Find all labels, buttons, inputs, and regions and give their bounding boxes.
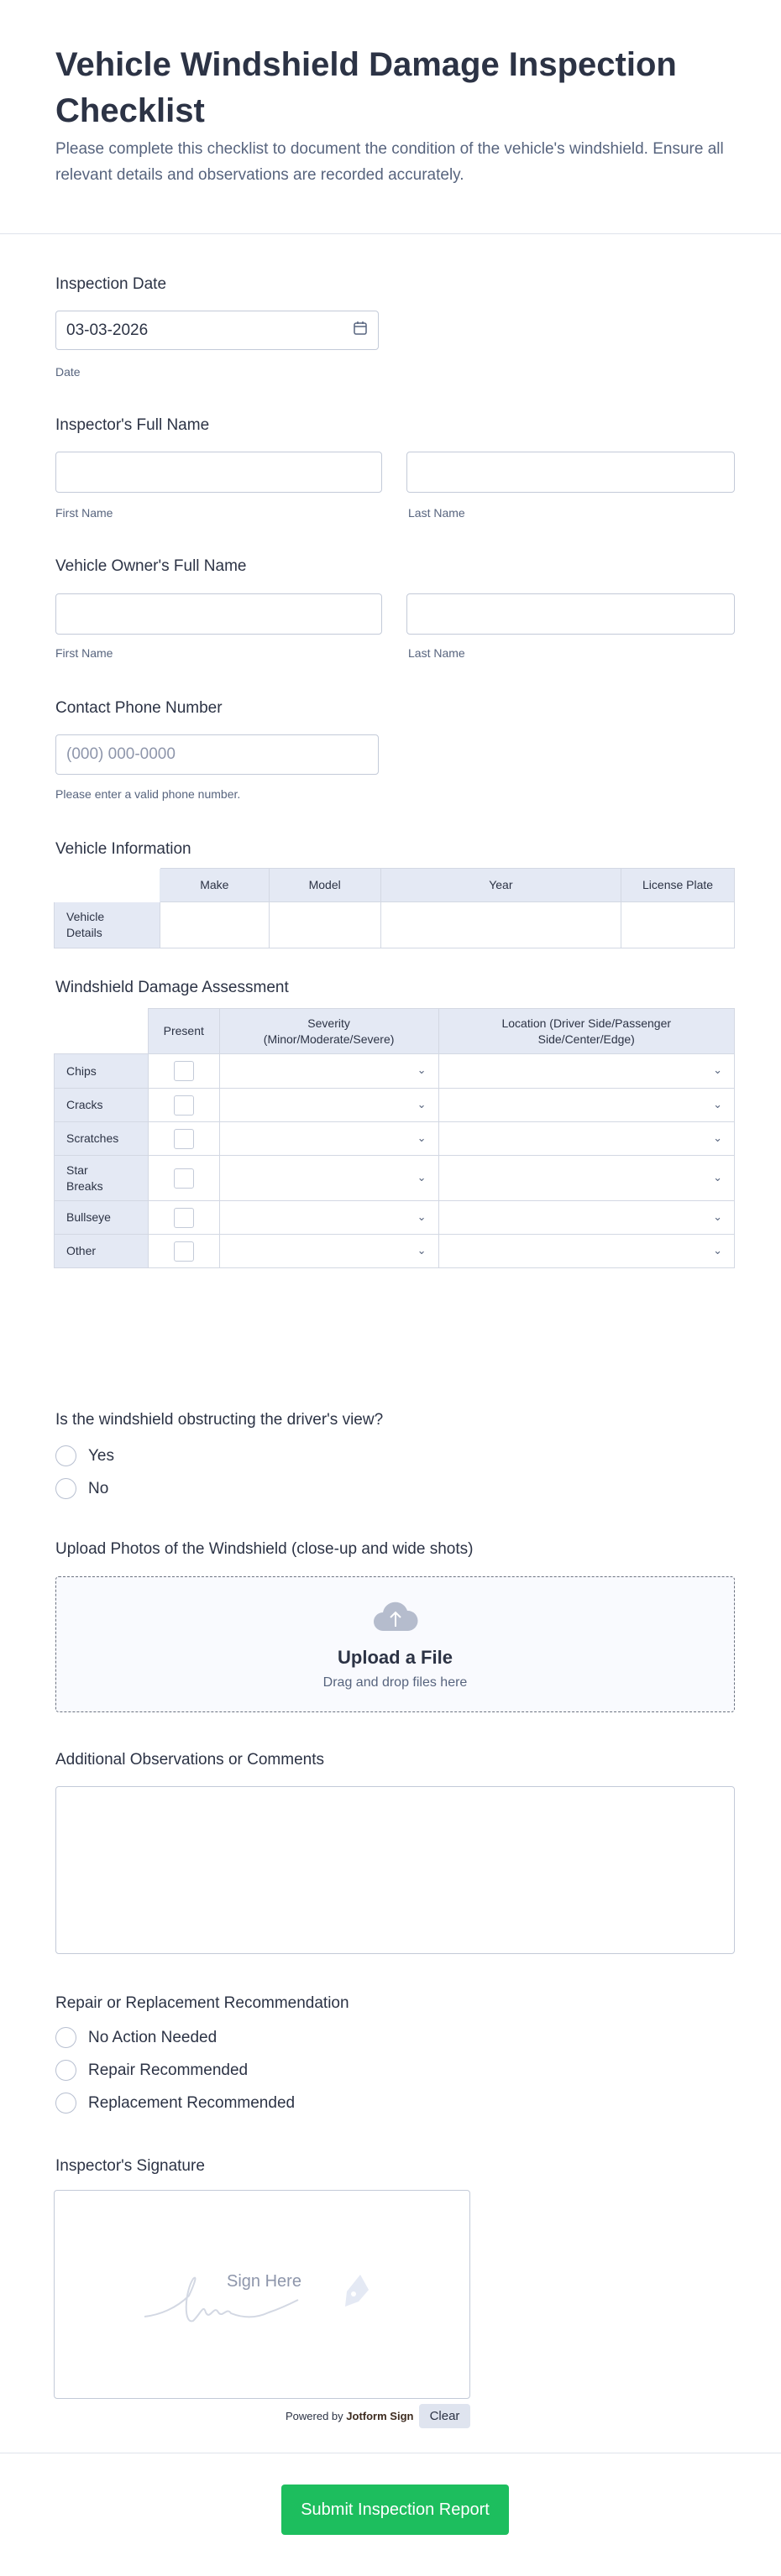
radio-circle[interactable] — [55, 2060, 76, 2081]
damage-row — [55, 1235, 735, 1268]
page-subtitle: Please complete this checklist to document the condition of the vehicle's windshield. Ensure all relevant details and observations are recorded accurately. — [55, 140, 724, 184]
damage-row-text: Cracks — [66, 1098, 103, 1111]
inspector-last-name-sublabel: Last Name — [408, 506, 465, 520]
severity-select[interactable] — [219, 1054, 438, 1089]
radio-yes[interactable] — [55, 1445, 114, 1466]
damage-row-label — [55, 1156, 149, 1201]
chevron-down-icon: ⌄ — [713, 1210, 722, 1223]
severity-select[interactable] — [219, 1122, 438, 1156]
corner-cell — [55, 869, 160, 902]
present-cell — [148, 1201, 219, 1235]
owner-first-name-sublabel: First Name — [55, 646, 113, 660]
radio-label: Replacement Recommended — [88, 2093, 296, 2112]
model-cell[interactable] — [269, 902, 380, 948]
chevron-down-icon: ⌄ — [417, 1097, 427, 1110]
calendar-icon[interactable] — [353, 321, 368, 341]
inspector-last-name-input[interactable] — [406, 452, 735, 493]
damage-row-text: Star Breaks — [66, 1163, 103, 1193]
present-cell — [148, 1054, 219, 1089]
damage-row-label — [55, 1201, 149, 1235]
cloud-upload-icon — [56, 1599, 734, 1637]
present-checkbox[interactable] — [174, 1129, 194, 1149]
chevron-down-icon: ⌄ — [713, 1097, 722, 1110]
damage-row — [55, 1122, 735, 1156]
make-cell[interactable] — [160, 902, 269, 948]
inspection-date-sublabel: Date — [55, 365, 81, 379]
column-header: Model — [269, 869, 380, 902]
severity-select[interactable] — [219, 1201, 438, 1235]
sign-here-text: Sign Here — [227, 2272, 301, 2291]
location-select[interactable] — [438, 1156, 735, 1201]
upload-dropzone[interactable] — [55, 1576, 735, 1712]
chevron-down-icon: ⌄ — [417, 1131, 427, 1144]
phone-helper: Please enter a valid phone number. — [55, 787, 241, 801]
location-select[interactable] — [438, 1054, 735, 1089]
clear-signature-button[interactable]: Clear — [419, 2404, 470, 2428]
owner-name-label: Vehicle Owner's Full Name — [55, 557, 247, 575]
damage-row-text: Scratches — [66, 1131, 119, 1145]
present-checkbox[interactable] — [174, 1168, 194, 1189]
inspector-first-name-sublabel: First Name — [55, 506, 113, 520]
radio-label: No — [88, 1479, 109, 1497]
damage-row-label — [55, 1122, 149, 1156]
column-header: Year — [380, 869, 621, 902]
chevron-down-icon: ⌄ — [713, 1243, 722, 1257]
submit-button[interactable]: Submit Inspection Report — [281, 2485, 509, 2535]
chevron-down-icon: ⌄ — [417, 1243, 427, 1257]
owner-first-name-input[interactable] — [55, 593, 382, 635]
signature-pad[interactable] — [54, 2190, 470, 2399]
damage-row-label — [55, 1089, 149, 1122]
jotform-sign-brand: Jotform Sign — [346, 2410, 414, 2422]
upload-label: Upload Photos of the Windshield (close-up and wide shots) — [55, 1540, 474, 1558]
location-select[interactable] — [438, 1235, 735, 1268]
inspection-date-label: Inspection Date — [55, 275, 167, 293]
comments-label: Additional Observations or Comments — [55, 1751, 324, 1769]
column-header-present: Present — [148, 1009, 219, 1054]
present-cell — [148, 1235, 219, 1268]
radio-circle[interactable] — [55, 1445, 76, 1466]
radio-label: Yes — [88, 1446, 114, 1465]
damage-row-label — [55, 1235, 149, 1268]
obstructing-label: Is the windshield obstructing the driver's view? — [55, 1411, 384, 1429]
powered-by — [286, 2410, 413, 2422]
comments-textarea[interactable] — [55, 1786, 735, 1954]
present-checkbox[interactable] — [174, 1208, 194, 1228]
radio-repair[interactable] — [55, 2060, 248, 2081]
vehicle-info-label: Vehicle Information — [55, 840, 191, 858]
inspector-first-name-input[interactable] — [55, 452, 382, 493]
radio-circle[interactable] — [55, 2027, 76, 2048]
damage-row — [55, 1156, 735, 1201]
chevron-down-icon: ⌄ — [417, 1210, 427, 1223]
present-cell — [148, 1122, 219, 1156]
vehicle-info-table — [54, 868, 735, 948]
phone-placeholder: (000) 000-0000 — [66, 745, 176, 763]
chevron-down-icon: ⌄ — [417, 1063, 427, 1077]
row-header — [55, 902, 160, 948]
page-title: Vehicle Windshield Damage Inspection Checklist — [55, 46, 677, 129]
signature-label: Inspector's Signature — [55, 2157, 205, 2175]
inspector-name-label: Inspector's Full Name — [55, 416, 210, 434]
upload-hint: Drag and drop files here — [322, 1675, 468, 1690]
radio-circle[interactable] — [55, 2093, 76, 2114]
damage-row — [55, 1054, 735, 1089]
damage-row-text: Chips — [66, 1063, 97, 1078]
inspection-date-input[interactable] — [55, 311, 379, 350]
severity-select[interactable] — [219, 1235, 438, 1268]
column-header: License Plate — [621, 869, 735, 902]
damage-row-label — [55, 1054, 149, 1089]
location-select[interactable] — [438, 1201, 735, 1235]
column-header-location: Location (Driver Side/Passenger Side/Center/Edge) — [438, 1009, 735, 1054]
severity-select[interactable] — [219, 1156, 438, 1201]
phone-label: Contact Phone Number — [55, 699, 223, 717]
radio-no-action[interactable] — [55, 2027, 217, 2048]
row-header-text: Vehicle Details — [66, 910, 105, 939]
phone-input[interactable] — [55, 734, 379, 775]
column-header-severity: Severity (Minor/Moderate/Severe) — [219, 1009, 438, 1054]
header-divider — [0, 233, 781, 234]
column-header: Make — [160, 869, 269, 902]
present-cell — [148, 1089, 219, 1122]
severity-select[interactable] — [219, 1089, 438, 1122]
location-select[interactable] — [438, 1122, 735, 1156]
location-select[interactable] — [438, 1089, 735, 1122]
damage-row — [55, 1201, 735, 1235]
chevron-down-icon: ⌄ — [713, 1131, 722, 1144]
chevron-down-icon: ⌄ — [713, 1063, 722, 1077]
pen-nib-icon — [340, 2273, 370, 2308]
present-cell — [148, 1156, 219, 1201]
damage-row-text: Other — [66, 1244, 97, 1257]
present-checkbox[interactable] — [174, 1061, 194, 1081]
radio-replacement[interactable] — [55, 2093, 295, 2114]
radio-circle[interactable] — [55, 1478, 76, 1499]
radio-label: No Action Needed — [88, 2028, 218, 2046]
damage-label: Windshield Damage Assessment — [55, 979, 289, 996]
year-cell[interactable] — [380, 902, 621, 948]
owner-last-name-input[interactable] — [406, 593, 735, 635]
upload-title: Upload a File — [338, 1647, 453, 1668]
present-checkbox[interactable] — [174, 1095, 194, 1116]
radio-label: Repair Recommended — [88, 2061, 249, 2079]
damage-row — [55, 1089, 735, 1122]
license-plate-cell[interactable] — [621, 902, 735, 948]
present-checkbox[interactable] — [174, 1241, 194, 1262]
corner-cell — [55, 1009, 149, 1054]
signature-scribble-icon — [143, 2266, 311, 2333]
chevron-down-icon: ⌄ — [417, 1170, 427, 1183]
recommendation-label: Repair or Replacement Recommendation — [55, 1994, 349, 2012]
radio-no[interactable] — [55, 1478, 108, 1499]
inspection-date-value: 03-03-2026 — [66, 321, 149, 339]
owner-last-name-sublabel: Last Name — [408, 646, 465, 660]
chevron-down-icon: ⌄ — [713, 1170, 722, 1183]
damage-row-text: Bullseye — [66, 1210, 111, 1224]
powered-by-text: Powered by — [286, 2410, 343, 2422]
damage-table — [54, 1008, 735, 1268]
